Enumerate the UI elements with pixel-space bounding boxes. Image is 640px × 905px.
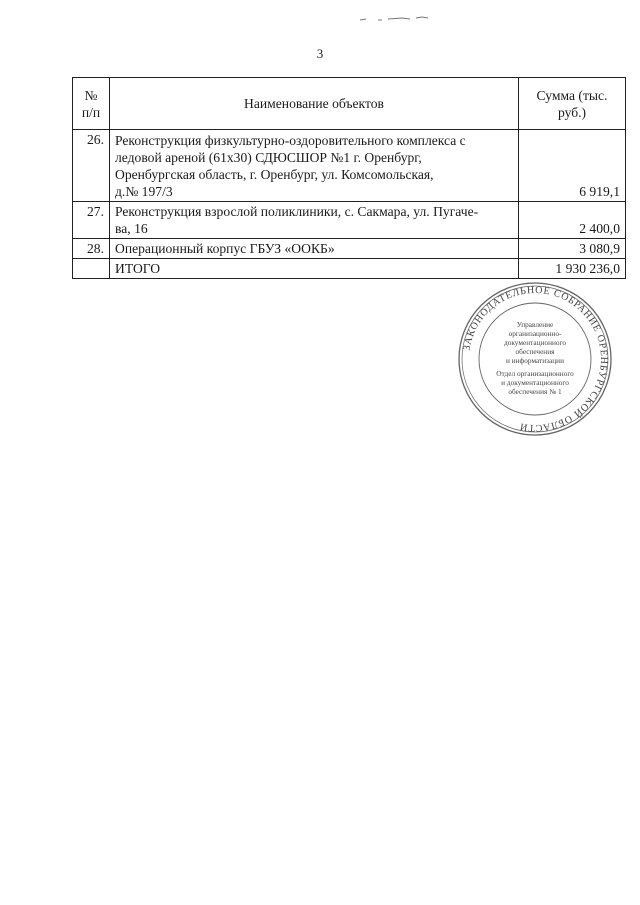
table-row [73, 202, 626, 239]
total-sum: 1 930 236,0 [519, 259, 626, 279]
row-sum: 3 080,9 [519, 239, 626, 259]
row-name-line: ва, 16 [115, 221, 148, 236]
row-name-line: д.№ 197/3 [115, 184, 173, 199]
header-name: Наименование объектов [110, 78, 519, 130]
objects-table [72, 77, 626, 279]
row-num: 28. [73, 239, 110, 259]
header-sum: Сумма (тыс. руб.) [519, 78, 626, 130]
header-num: № п/п [73, 78, 110, 130]
total-label: ИТОГО [110, 259, 519, 279]
table-row [73, 130, 626, 202]
stamp-inner-line: и информатизации [505, 356, 565, 365]
row-num: 26. [73, 130, 110, 202]
stamp-inner-line: Управление [516, 320, 554, 329]
total-row [73, 259, 626, 279]
row-sum: 6 919,1 [519, 130, 626, 202]
row-name-line: Реконструкция физкультурно-оздоровительного комплекса с [115, 133, 466, 148]
row-name [110, 202, 519, 239]
row-name-line: Оренбургская область, г. Оренбург, ул. Комсомольская, [115, 167, 434, 182]
stamp-inner-line: обеспечения [515, 347, 555, 356]
table-row [73, 239, 626, 259]
stamp-inner-line: Отдел организационного [496, 369, 574, 378]
row-name-line: ледовой ареной (61х30) СДЮСШОР №1 г. Оренбург, [115, 150, 422, 165]
stamp-inner-line: документационного [503, 338, 567, 347]
total-num-empty [73, 259, 110, 279]
row-name-line: Операционный корпус ГБУЗ «ООКБ» [115, 241, 335, 256]
stamp-ring-text: ЗАКОНОДАТЕЛЬНОЕ СОБРАНИЕ ОРЕНБУРГСКОЙ ОБЛАСТИ [461, 284, 610, 434]
page-number: 3 [316, 46, 324, 61]
row-num: 27. [73, 202, 110, 239]
row-sum: 2 400,0 [519, 202, 626, 239]
scan-artifact [358, 14, 438, 22]
row-name [110, 239, 519, 259]
row-name-line: Реконструкция взрослой поликлиники, с. Сакмара, ул. Пугаче- [115, 204, 479, 219]
official-stamp-seal [457, 281, 613, 437]
stamp-inner-line: и документационного [501, 378, 569, 387]
stamp-inner-line: обеспечения № 1 [508, 387, 562, 396]
stamp-inner-line: организационно- [508, 329, 562, 338]
row-name [110, 130, 519, 202]
table-header-row [73, 78, 626, 130]
